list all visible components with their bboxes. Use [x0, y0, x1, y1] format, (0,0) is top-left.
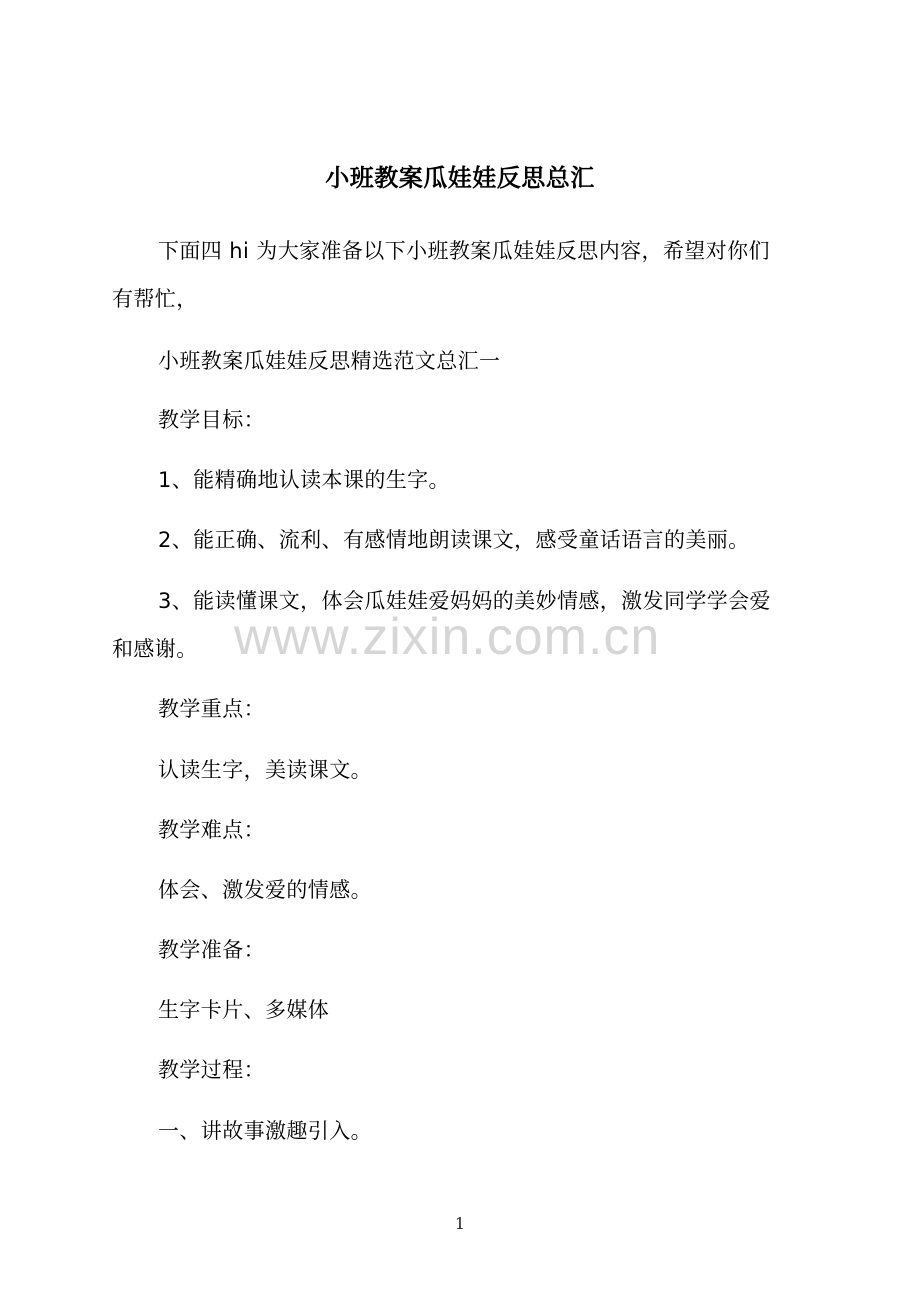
goal-2: 2、能正确、流利、有感情地朗读课文，感受童话语言的美丽。 — [158, 528, 750, 552]
key-points-label: 教学重点： — [158, 697, 265, 721]
difficulties-text: 体会、激发爱的情感。 — [158, 878, 372, 902]
process-label: 教学过程： — [158, 1058, 265, 1082]
intro-line-2: 有帮忙， — [112, 287, 198, 311]
process-step-1: 一、讲故事激趣引入。 — [158, 1119, 372, 1143]
section-heading: 小班教案瓜娃娃反思精选范文总汇一 — [158, 349, 501, 373]
difficulties-label: 教学难点： — [158, 818, 265, 842]
intro-line-1: 下面四 hi 为大家准备以下小班教案瓜娃娃反思内容，希望对你们 — [158, 239, 770, 263]
preparation-label: 教学准备： — [158, 938, 265, 962]
page-number: 1 — [454, 1214, 466, 1233]
goal-3-line-1: 3、能读懂课文，体会瓜娃娃爱妈妈的美妙情感，激发同学学会爱 — [158, 589, 771, 613]
goal-3-line-2: 和感谢。 — [112, 637, 198, 661]
watermark: www.zixin.com.cn — [234, 608, 661, 666]
document-title: 小班教案瓜娃娃反思总汇 — [325, 164, 595, 192]
preparation-text: 生字卡片、多媒体 — [158, 998, 330, 1022]
goal-1: 1、能精确地认读本课的生字。 — [158, 468, 450, 492]
goals-label: 教学目标： — [158, 408, 265, 432]
key-points-text: 认读生字，美读课文。 — [158, 758, 372, 782]
